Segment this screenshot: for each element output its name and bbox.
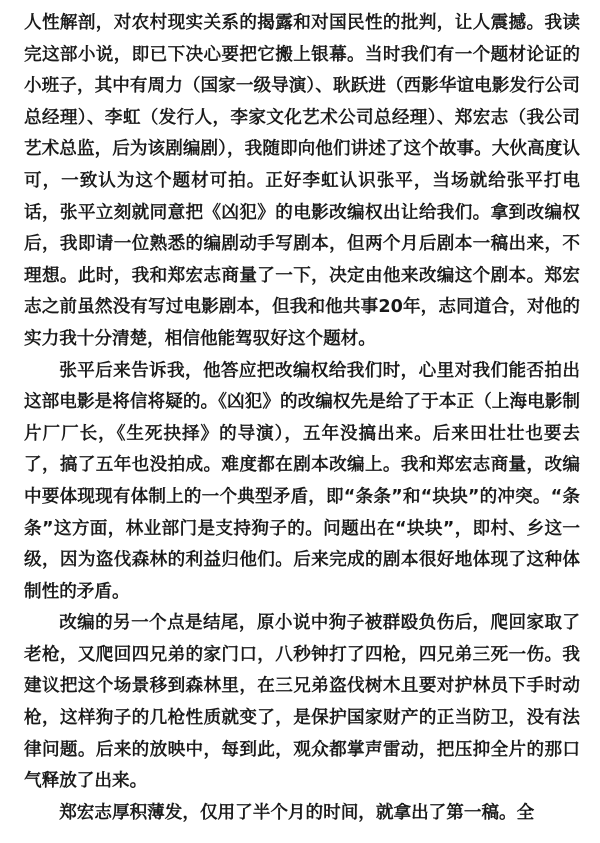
paragraph-continued: 人性解剖，对农村现实关系的揭露和对国民性的批判，让人震撼。我读完这部小说，即已下决心要把它搬上银幕。当时我们有一个题材论证的小班子，其中有周力（国家一级导演）、耿跃进（西影华谊电影发行公司总经理）、李虹（发行人，李家文化艺术公司总经理）、郑宏志（我公司艺术总监，后为该剧编剧），我随即向他们讲述了这个故事。大伙高度认可，一致认为这个题材可拍。正好李虹认识张平，当场就给张平打电话，张平立刻就同意把《凶犯》的电影改编权出让给我们。拿到改编权后，我即请一位熟悉的编剧动手写剧本，但两个月后剧本一稿出来，不理想。此时，我和郑宏志商量了一下，决定由他来改编这个剧本。郑宏志之前虽然没有写过电影剧本，但我和他共事20年，志同道合，对他的实力我十分清楚，相信他能驾驭好这个题材。 [24,13,580,349]
document-page [24,8,580,829]
paragraph: 改编的另一个点是结尾，原小说中狗子被群殴负伤后，爬回家取了老枪，又爬回四兄弟的家门口，八秒钟打了四枪，四兄弟三死一伤。我建议把这个场景移到森林里，在三兄弟盗伐树木且要对护林员下手时动枪，这样狗子的几枪性质就变了，是保护国家财产的正当防卫，没有法律问题。后来的放映中，每到此，观众都掌声雷动，把压抑全片的那口气释放了出来。 [24,613,580,792]
paragraph: 张平后来告诉我，他答应把改编权给我们时，心里对我们能否拍出这部电影是将信将疑的。《凶犯》的改编权先是给了于本正（上海电影制片厂厂长，《生死抉择》的导演），五年没搞出来。后来田壮壮也要去了，搞了五年也没拍成。难度都在剧本改编上。我和郑宏志商量，改编中要体现现有体制上的一个典型矛盾，即“条条”和“块块”的冲突。“条条”这方面，林业部门是支持狗子的。问题出在“块块”，即村、乡这一级，因为盗伐森林的利益归他们。后来完成的剧本很好地体现了这种体制性的矛盾。 [24,360,580,602]
paragraph: 郑宏志厚积薄发，仅用了半个月的时间，就拿出了第一稿。全 [59,802,535,823]
